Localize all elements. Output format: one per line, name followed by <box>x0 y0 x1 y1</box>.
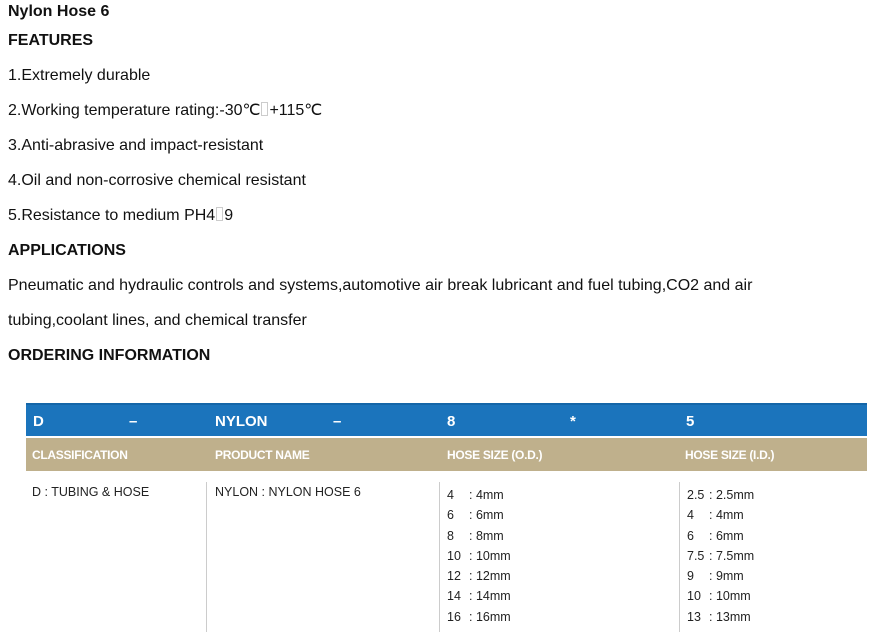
size-row <box>447 546 511 566</box>
size-code: 10 <box>687 589 701 604</box>
column-header: PRODUCT NAME <box>215 448 310 462</box>
size-code: 4 <box>687 508 694 523</box>
size-row <box>447 526 511 546</box>
size-value: : 10mm <box>469 548 511 563</box>
size-value: : 6mm <box>709 528 744 543</box>
feature-item-text: 5.Resistance to medium PH4 <box>8 207 216 224</box>
ordering-heading: ORDERING INFORMATION <box>8 347 211 364</box>
size-value: : 4mm <box>469 488 504 502</box>
size-row <box>447 566 511 586</box>
size-value: : 12mm <box>469 569 511 584</box>
size-row <box>447 607 511 627</box>
od-size-list <box>447 485 511 627</box>
ordering-table <box>26 403 867 631</box>
code-separator: – <box>333 413 342 430</box>
code-separator: * <box>570 413 576 430</box>
missing-glyph-icon <box>216 207 223 221</box>
size-row <box>687 566 754 586</box>
code-id: 5 <box>686 413 695 430</box>
size-row <box>687 526 754 546</box>
size-value: : 16mm <box>469 609 511 624</box>
size-row <box>687 607 754 627</box>
column-divider <box>206 482 207 632</box>
size-value: : 13mm <box>709 609 751 624</box>
size-code: 4 <box>447 488 454 502</box>
size-row <box>687 546 754 566</box>
size-code: 16 <box>447 609 461 624</box>
size-row <box>447 505 511 525</box>
size-value: : 9mm <box>709 569 744 584</box>
id-size-list <box>687 485 754 627</box>
size-row <box>447 586 511 606</box>
code-bar <box>26 403 867 436</box>
feature-item: 1.Extremely durable <box>8 67 151 84</box>
size-value: : 6mm <box>469 508 504 523</box>
column-header: CLASSIFICATION <box>32 448 128 462</box>
size-value: : 10mm <box>709 589 751 604</box>
size-row <box>447 485 511 505</box>
missing-glyph-icon <box>261 102 268 116</box>
features-heading: FEATURES <box>8 32 94 49</box>
size-value: : 14mm <box>469 589 511 604</box>
size-value: : 4mm <box>709 508 744 523</box>
page-title: Nylon Hose 6 <box>8 3 110 20</box>
feature-item <box>8 93 868 128</box>
code-od: 8 <box>447 413 456 430</box>
size-row <box>687 485 754 505</box>
size-code: 7.5 <box>687 548 705 563</box>
size-code: 14 <box>447 589 461 604</box>
size-code: 2.5 <box>687 488 705 502</box>
size-value: : 2.5mm <box>709 488 755 502</box>
applications-text: tubing,coolant lines, and chemical transfer <box>8 312 307 329</box>
column-divider <box>679 482 680 632</box>
classification-cell: D : TUBING & HOSE <box>32 485 150 499</box>
size-code: 12 <box>447 569 461 584</box>
size-code: 9 <box>687 569 694 584</box>
applications-text: Pneumatic and hydraulic controls and systems,automotive air break lubricant and fuel tubing,CO2 and air <box>8 277 753 294</box>
column-header: HOSE SIZE (O.D.) <box>447 448 543 462</box>
size-code: 6 <box>447 508 454 523</box>
feature-item <box>8 198 868 233</box>
feature-item-suffix: +115℃ <box>269 102 323 119</box>
column-divider <box>439 482 440 632</box>
product-name-cell: NYLON : NYLON HOSE 6 <box>215 485 361 499</box>
size-code: 13 <box>687 609 701 624</box>
applications-heading: APPLICATIONS <box>8 242 126 259</box>
size-code: 10 <box>447 548 461 563</box>
feature-item-text: 2.Working temperature rating:-30℃ <box>8 102 261 119</box>
size-code: 6 <box>687 528 694 543</box>
column-header: HOSE SIZE (I.D.) <box>685 448 775 462</box>
column-header-bar <box>26 438 867 471</box>
size-row <box>687 586 754 606</box>
feature-item: 3.Anti-abrasive and impact-resistant <box>8 137 264 154</box>
code-separator: – <box>129 413 138 430</box>
feature-item: 4.Oil and non-corrosive chemical resistant <box>8 172 306 189</box>
size-value: : 8mm <box>469 528 504 543</box>
size-code: 8 <box>447 528 454 543</box>
size-value: : 7.5mm <box>709 548 755 563</box>
feature-item-suffix: 9 <box>224 207 234 224</box>
code-classification: D <box>33 413 44 430</box>
size-row <box>687 505 754 525</box>
code-product: NYLON <box>215 413 268 430</box>
ordering-body <box>26 471 867 631</box>
product-document <box>8 0 868 373</box>
